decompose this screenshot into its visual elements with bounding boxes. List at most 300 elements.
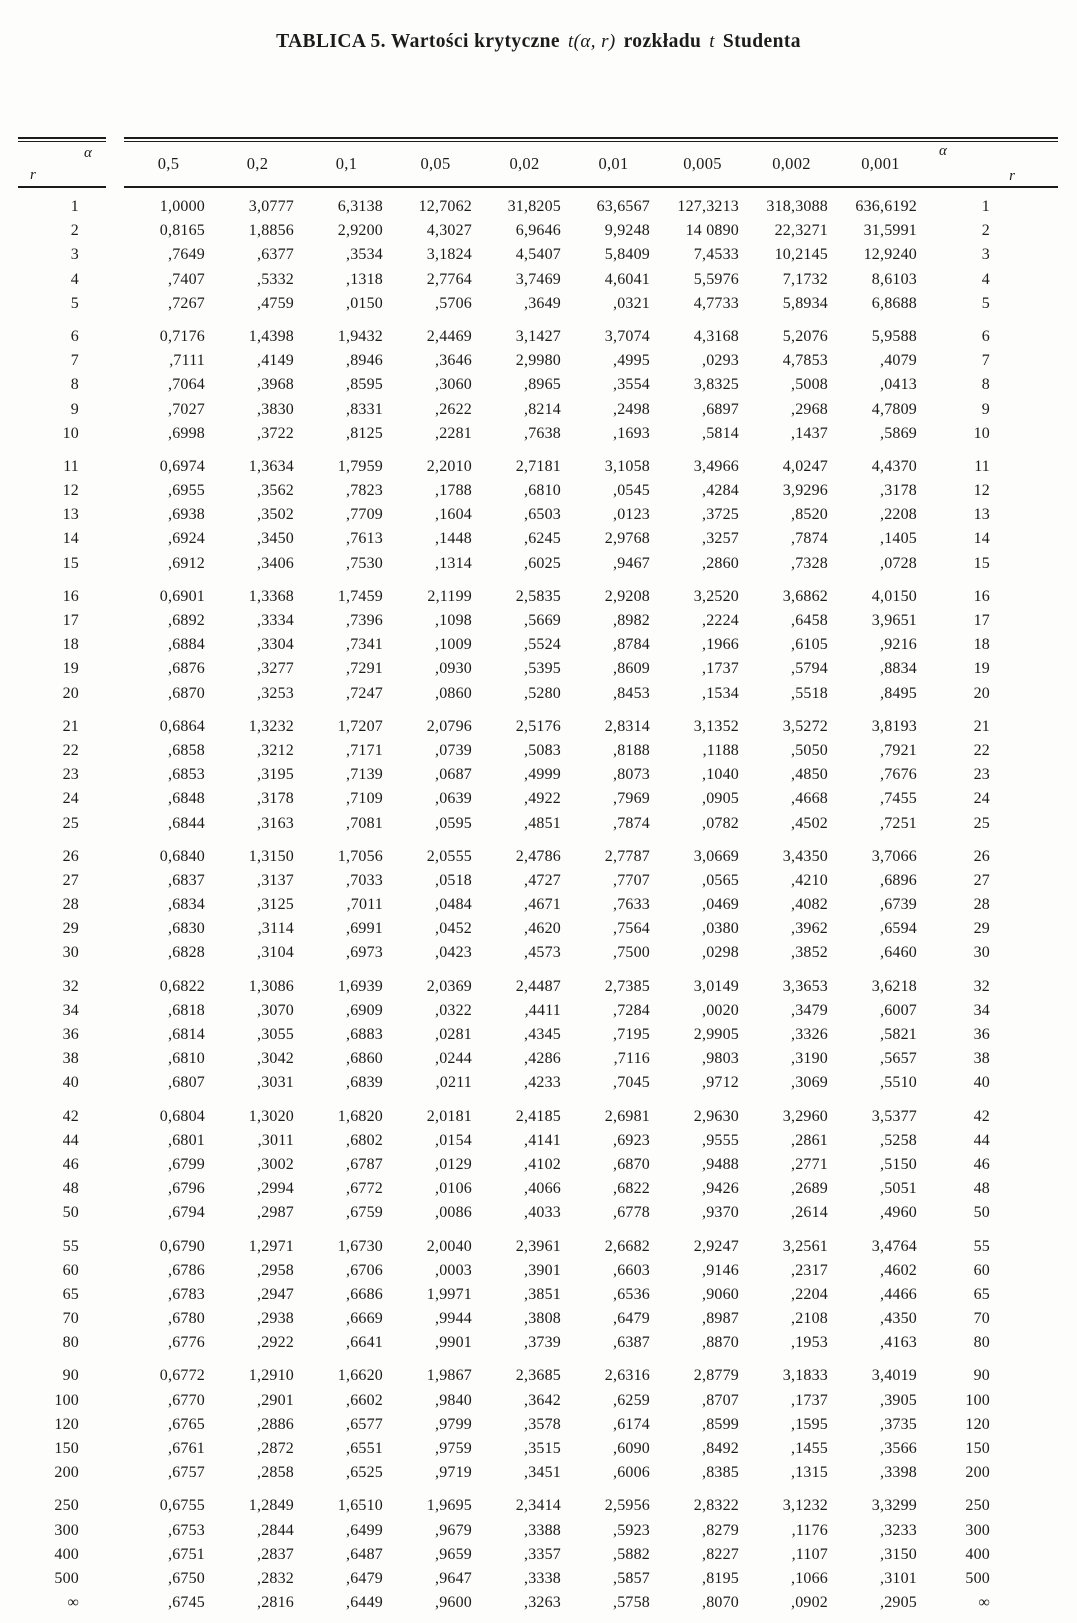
critical-value: ,6892 bbox=[168, 612, 205, 629]
critical-value: ,6834 bbox=[168, 896, 205, 914]
critical-value: 3,9296 bbox=[782, 482, 828, 500]
critical-value: 4,0150 bbox=[871, 587, 917, 605]
critical-value: ,6090 bbox=[613, 1440, 650, 1457]
r-value-right: 28 bbox=[973, 896, 990, 914]
critical-value: 2,9200 bbox=[337, 222, 383, 240]
critical-value: ,6551 bbox=[346, 1440, 383, 1457]
column-gap bbox=[106, 1129, 124, 1153]
critical-value: 1,3368 bbox=[248, 587, 294, 605]
critical-value: 4,7853 bbox=[782, 352, 828, 370]
critical-value: ,3739 bbox=[524, 1334, 561, 1352]
critical-value: ,8385 bbox=[702, 1464, 739, 1482]
column-gap bbox=[106, 1023, 124, 1047]
critical-value: ,7874 bbox=[613, 814, 650, 832]
table-row bbox=[18, 609, 1058, 633]
critical-value: ,8125 bbox=[346, 424, 383, 442]
critical-value: 2,0181 bbox=[426, 1107, 472, 1125]
r-value-right: 17 bbox=[973, 612, 990, 629]
critical-value: ,2994 bbox=[257, 1180, 294, 1198]
critical-value: ,5150 bbox=[880, 1155, 917, 1173]
critical-value: ,9555 bbox=[702, 1131, 739, 1149]
critical-value: ,6778 bbox=[613, 1204, 650, 1222]
critical-value: ,9803 bbox=[702, 1050, 739, 1068]
critical-value: ,1534 bbox=[702, 684, 739, 702]
critical-value: 2,9980 bbox=[515, 352, 561, 370]
critical-value: ,6603 bbox=[613, 1261, 650, 1279]
column-gap bbox=[106, 479, 124, 503]
critical-value: ,2208 bbox=[880, 506, 917, 524]
critical-value: ,4163 bbox=[880, 1334, 917, 1352]
critical-value: 3,1824 bbox=[426, 246, 472, 264]
critical-value: ,3125 bbox=[257, 896, 294, 914]
critical-value: ,8599 bbox=[702, 1415, 739, 1433]
critical-value: ,4922 bbox=[524, 790, 561, 808]
critical-value: ,4502 bbox=[791, 814, 828, 832]
critical-value: ,6765 bbox=[168, 1415, 205, 1433]
critical-value: ,1737 bbox=[791, 1391, 828, 1409]
critical-value: ,0293 bbox=[702, 352, 739, 370]
critical-value: ,1737 bbox=[702, 660, 739, 678]
critical-value: ,4573 bbox=[524, 944, 561, 962]
critical-value: 3,2960 bbox=[782, 1107, 828, 1125]
critical-value: ,6802 bbox=[346, 1131, 383, 1149]
critical-value: 0,6822 bbox=[159, 977, 205, 995]
r-value-left: 26 bbox=[62, 847, 79, 865]
critical-value: ,2622 bbox=[435, 400, 472, 418]
critical-value: ,2498 bbox=[613, 400, 650, 418]
critical-value: ,6460 bbox=[880, 944, 917, 962]
critical-value: ,1318 bbox=[346, 270, 383, 288]
critical-value: 3,8193 bbox=[871, 717, 917, 735]
r-value-right: 300 bbox=[965, 1521, 990, 1539]
r-value-left: 48 bbox=[62, 1180, 79, 1198]
critical-value: ,6822 bbox=[613, 1180, 650, 1198]
critical-value: ,6776 bbox=[168, 1334, 205, 1352]
critical-value: ,6884 bbox=[168, 636, 205, 654]
column-gap bbox=[106, 1177, 124, 1201]
row-group bbox=[18, 195, 1058, 316]
column-gap bbox=[106, 585, 124, 609]
critical-value: ,1040 bbox=[702, 766, 739, 784]
row-group bbox=[18, 1364, 1058, 1485]
critical-value: ,7407 bbox=[168, 270, 205, 288]
critical-value: 1,6730 bbox=[337, 1237, 383, 1255]
critical-value: ,5814 bbox=[702, 424, 739, 442]
critical-value: ,6602 bbox=[346, 1391, 383, 1409]
critical-value: 1,6939 bbox=[337, 977, 383, 995]
critical-value: ,2281 bbox=[435, 424, 472, 442]
critical-value: ,8965 bbox=[524, 376, 561, 394]
table-row bbox=[18, 292, 1058, 316]
critical-value: ,1966 bbox=[702, 636, 739, 654]
critical-value: 3,2561 bbox=[782, 1237, 828, 1255]
critical-value: 9,9248 bbox=[604, 222, 650, 240]
table-row bbox=[18, 739, 1058, 763]
column-gap bbox=[106, 1047, 124, 1071]
critical-value: ,1604 bbox=[435, 506, 472, 524]
critical-value: ,5923 bbox=[613, 1521, 650, 1539]
table-row bbox=[18, 1129, 1058, 1153]
row-group bbox=[18, 1494, 1058, 1615]
r-value-right: 6 bbox=[981, 327, 990, 345]
table-row bbox=[18, 552, 1058, 576]
table-row bbox=[18, 398, 1058, 422]
critical-value: 31,8205 bbox=[507, 198, 561, 215]
critical-value: ,7045 bbox=[613, 1074, 650, 1092]
critical-value: ,1595 bbox=[791, 1415, 828, 1433]
critical-value: ,6801 bbox=[168, 1131, 205, 1149]
critical-value: ,6794 bbox=[168, 1204, 205, 1222]
table-row bbox=[18, 1591, 1058, 1615]
critical-value: 3,7074 bbox=[604, 327, 650, 345]
r-value-left: 2 bbox=[70, 222, 79, 240]
r-value-left: 16 bbox=[62, 587, 79, 605]
critical-value: ,3962 bbox=[791, 920, 828, 938]
critical-value: ,6458 bbox=[791, 612, 828, 629]
critical-value: ,9712 bbox=[702, 1074, 739, 1092]
critical-value: ,6449 bbox=[346, 1594, 383, 1612]
critical-value: ,7251 bbox=[880, 814, 917, 832]
critical-value: ,5882 bbox=[613, 1545, 650, 1563]
critical-value: 0,6772 bbox=[159, 1367, 205, 1385]
critical-value: ,6810 bbox=[168, 1050, 205, 1068]
critical-value: ,3137 bbox=[257, 871, 294, 889]
critical-value: 2,7764 bbox=[426, 270, 472, 288]
r-value-right: 100 bbox=[965, 1391, 990, 1409]
critical-value: ,5051 bbox=[880, 1180, 917, 1198]
title-italic-t: t bbox=[709, 31, 715, 52]
table-row bbox=[18, 1307, 1058, 1331]
row-group bbox=[18, 1105, 1058, 1226]
critical-value: ,3178 bbox=[880, 482, 917, 500]
critical-value: ,6810 bbox=[524, 482, 561, 500]
critical-value: ,9600 bbox=[435, 1594, 472, 1612]
critical-value: ,6896 bbox=[880, 871, 917, 889]
critical-value: ,4602 bbox=[880, 1261, 917, 1279]
critical-value: ,2947 bbox=[257, 1285, 294, 1303]
table-row bbox=[18, 1283, 1058, 1307]
critical-value: ,6669 bbox=[346, 1310, 383, 1328]
critical-value: ,0154 bbox=[435, 1131, 472, 1149]
title-text-3: Studenta bbox=[722, 31, 801, 52]
r-value-right: 26 bbox=[973, 847, 990, 865]
r-value-left: 12 bbox=[62, 482, 79, 500]
critical-value: ,2872 bbox=[257, 1440, 294, 1457]
critical-value: 22,3271 bbox=[774, 222, 828, 240]
row-group bbox=[18, 1235, 1058, 1356]
r-value-left: 23 bbox=[62, 766, 79, 784]
table-row bbox=[18, 243, 1058, 267]
r-value-right: 24 bbox=[973, 790, 990, 808]
critical-value: 2,9247 bbox=[693, 1237, 739, 1255]
critical-value: ,1788 bbox=[435, 482, 472, 500]
critical-value: ,7284 bbox=[613, 1001, 650, 1019]
column-gap bbox=[106, 893, 124, 917]
critical-value: ,7709 bbox=[346, 506, 383, 524]
critical-value: 31,5991 bbox=[863, 222, 917, 240]
column-gap bbox=[106, 1364, 124, 1388]
r-value-right: 32 bbox=[973, 977, 990, 995]
critical-value: ,2816 bbox=[257, 1594, 294, 1612]
r-value-right: 90 bbox=[973, 1367, 990, 1385]
critical-value: ,4668 bbox=[791, 790, 828, 808]
critical-value: ,9426 bbox=[702, 1180, 739, 1198]
r-value-left: 32 bbox=[62, 977, 79, 995]
table-row bbox=[18, 325, 1058, 349]
critical-value: ,2844 bbox=[257, 1521, 294, 1539]
critical-value: ,3451 bbox=[524, 1464, 561, 1482]
critical-value: ,3257 bbox=[702, 530, 739, 548]
r-value-right: 27 bbox=[973, 871, 990, 889]
critical-value: ,3450 bbox=[257, 530, 294, 548]
critical-value: 1,2971 bbox=[248, 1237, 294, 1255]
critical-value: ,3069 bbox=[791, 1074, 828, 1092]
critical-value: ,3502 bbox=[257, 506, 294, 524]
critical-value: ,6780 bbox=[168, 1310, 205, 1328]
critical-value: 2,6316 bbox=[604, 1367, 650, 1385]
critical-value: ,5518 bbox=[791, 684, 828, 702]
critical-value: 1,2849 bbox=[248, 1497, 294, 1515]
critical-value: 3,1352 bbox=[693, 717, 739, 735]
critical-value: 3,0777 bbox=[248, 198, 294, 215]
r-value-right: 48 bbox=[973, 1180, 990, 1198]
corner-alpha-label-right: α bbox=[939, 143, 947, 159]
r-value-left: 90 bbox=[62, 1367, 79, 1385]
critical-value: ,8982 bbox=[613, 612, 650, 629]
critical-value: ,0905 bbox=[702, 790, 739, 808]
table-row bbox=[18, 527, 1058, 551]
critical-value: ,0782 bbox=[702, 814, 739, 832]
critical-value: 2,3961 bbox=[515, 1237, 561, 1255]
critical-value: ,0380 bbox=[702, 920, 739, 938]
column-header-alpha-3: 0,1 bbox=[335, 154, 358, 173]
critical-value: ,2689 bbox=[791, 1180, 828, 1198]
column-header-alpha-8: 0,002 bbox=[772, 154, 811, 173]
critical-value: ,6807 bbox=[168, 1074, 205, 1092]
critical-value: ,7638 bbox=[524, 424, 561, 442]
critical-value: ,6499 bbox=[346, 1521, 383, 1539]
critical-value: ,0413 bbox=[880, 376, 917, 394]
column-gap bbox=[106, 715, 124, 739]
table-row bbox=[18, 893, 1058, 917]
critical-value: ,7291 bbox=[346, 660, 383, 678]
r-value-left: 15 bbox=[62, 554, 79, 572]
critical-value: ,7564 bbox=[613, 920, 650, 938]
critical-value: 4,3027 bbox=[426, 222, 472, 240]
r-value-right: 120 bbox=[965, 1415, 990, 1433]
critical-value: ,7328 bbox=[791, 554, 828, 572]
critical-value: 14 0890 bbox=[685, 222, 739, 240]
critical-value: ,3101 bbox=[880, 1569, 917, 1587]
critical-value: ,0244 bbox=[435, 1050, 472, 1068]
critical-value: ,4284 bbox=[702, 482, 739, 500]
critical-value: ,1448 bbox=[435, 530, 472, 548]
critical-value: ,4995 bbox=[613, 352, 650, 370]
critical-value: ,2860 bbox=[702, 554, 739, 572]
column-header-alpha-4: 0,05 bbox=[420, 154, 451, 173]
critical-value: ,0106 bbox=[435, 1180, 472, 1198]
critical-value: ,6759 bbox=[346, 1204, 383, 1222]
column-gap bbox=[106, 268, 124, 292]
column-gap bbox=[106, 527, 124, 551]
corner-r-label-right: r bbox=[1009, 168, 1015, 184]
critical-value: ,0150 bbox=[346, 294, 383, 312]
r-value-right: 14 bbox=[973, 530, 990, 548]
critical-value: ,4620 bbox=[524, 920, 561, 938]
column-gap bbox=[106, 1235, 124, 1259]
critical-value: ,5706 bbox=[435, 294, 472, 312]
r-value-left: 55 bbox=[62, 1237, 79, 1255]
critical-value: ,9659 bbox=[435, 1545, 472, 1563]
critical-value: ,3070 bbox=[257, 1001, 294, 1019]
r-value-right: 12 bbox=[973, 482, 990, 500]
table-row bbox=[18, 1153, 1058, 1177]
critical-value: 2,8314 bbox=[604, 717, 650, 735]
critical-value: 63,6567 bbox=[596, 198, 650, 215]
critical-value: 3,6218 bbox=[871, 977, 917, 995]
critical-value: ,3851 bbox=[524, 1285, 561, 1303]
table-row bbox=[18, 812, 1058, 836]
critical-value: 2,9208 bbox=[604, 587, 650, 605]
table-row bbox=[18, 1259, 1058, 1283]
column-gap bbox=[106, 349, 124, 373]
table-row bbox=[18, 1023, 1058, 1047]
critical-value: ,6837 bbox=[168, 871, 205, 889]
critical-value: ,4033 bbox=[524, 1204, 561, 1222]
critical-value: 318,3088 bbox=[766, 198, 828, 215]
critical-value: 12,7062 bbox=[418, 198, 472, 215]
critical-value: ,0639 bbox=[435, 790, 472, 808]
critical-value: ,6796 bbox=[168, 1180, 205, 1198]
critical-value: ,4727 bbox=[524, 871, 561, 889]
critical-value: 1,9971 bbox=[426, 1285, 472, 1303]
r-value-right: 7 bbox=[981, 352, 990, 370]
critical-value: ,4350 bbox=[880, 1310, 917, 1328]
r-value-left: 100 bbox=[54, 1391, 79, 1409]
critical-value: ,6938 bbox=[168, 506, 205, 524]
critical-value: 3,1427 bbox=[515, 327, 561, 345]
critical-value: ,6377 bbox=[257, 246, 294, 264]
critical-value: 3,5272 bbox=[782, 717, 828, 735]
critical-value: ,6828 bbox=[168, 944, 205, 962]
critical-value: ,4233 bbox=[524, 1074, 561, 1092]
critical-value: 3,2520 bbox=[693, 587, 739, 605]
critical-value: ,6883 bbox=[346, 1026, 383, 1043]
critical-value: ,3304 bbox=[257, 636, 294, 654]
r-value-left: 11 bbox=[63, 457, 79, 475]
critical-value: ,0860 bbox=[435, 684, 472, 702]
critical-value: ,1314 bbox=[435, 554, 472, 572]
critical-value: ,5050 bbox=[791, 741, 828, 759]
critical-value: ,3398 bbox=[880, 1464, 917, 1482]
critical-value: ,2858 bbox=[257, 1464, 294, 1482]
critical-value: ,6783 bbox=[168, 1285, 205, 1303]
critical-value: ,3406 bbox=[257, 554, 294, 572]
r-value-left: 24 bbox=[62, 790, 79, 808]
r-value-right: 29 bbox=[973, 920, 990, 938]
r-value-left: 19 bbox=[62, 660, 79, 678]
critical-value: ,6487 bbox=[346, 1545, 383, 1563]
column-gap bbox=[106, 503, 124, 527]
column-gap bbox=[106, 195, 124, 219]
critical-value: 4,6041 bbox=[604, 270, 650, 288]
critical-value: 3,3299 bbox=[871, 1497, 917, 1515]
critical-value: 2,9630 bbox=[693, 1107, 739, 1125]
critical-value: 1,3150 bbox=[248, 847, 294, 865]
critical-value: ,6105 bbox=[791, 636, 828, 654]
critical-value: ,8834 bbox=[880, 660, 917, 678]
column-gap bbox=[106, 609, 124, 633]
critical-value: ,1953 bbox=[791, 1334, 828, 1352]
critical-value: 0,6840 bbox=[159, 847, 205, 865]
critical-value: ,4850 bbox=[791, 766, 828, 784]
critical-value: ,9840 bbox=[435, 1391, 472, 1409]
critical-value: ,6897 bbox=[702, 400, 739, 418]
table-row bbox=[18, 195, 1058, 219]
critical-value: ,3178 bbox=[257, 790, 294, 808]
critical-value: ,3515 bbox=[524, 1440, 561, 1457]
r-value-left: 120 bbox=[54, 1415, 79, 1433]
critical-value: ,6848 bbox=[168, 790, 205, 808]
critical-value: ,2108 bbox=[791, 1310, 828, 1328]
critical-value: ,9901 bbox=[435, 1334, 472, 1352]
r-value-left: 28 bbox=[62, 896, 79, 914]
critical-value: 3,1833 bbox=[782, 1367, 828, 1385]
r-value-right: 23 bbox=[973, 766, 990, 784]
critical-value: 1,9432 bbox=[337, 327, 383, 345]
critical-value: ,6853 bbox=[168, 766, 205, 784]
critical-value: ,3190 bbox=[791, 1050, 828, 1068]
critical-value: ,7613 bbox=[346, 530, 383, 548]
table-header bbox=[18, 137, 1058, 188]
critical-value: ,7676 bbox=[880, 766, 917, 784]
column-gap bbox=[106, 1201, 124, 1225]
critical-value: 8,6103 bbox=[871, 270, 917, 288]
critical-value: ,9679 bbox=[435, 1521, 472, 1539]
critical-value: 2,6981 bbox=[604, 1107, 650, 1125]
column-gap bbox=[106, 1153, 124, 1177]
r-value-left: 38 bbox=[62, 1050, 79, 1068]
critical-value: ,3649 bbox=[524, 294, 561, 312]
column-header-alpha-6: 0,01 bbox=[598, 154, 629, 173]
critical-value: ,0902 bbox=[791, 1594, 828, 1612]
critical-value: ,6818 bbox=[168, 1001, 205, 1019]
r-value-left: 13 bbox=[62, 506, 79, 524]
critical-value: ,4210 bbox=[791, 871, 828, 889]
critical-value: ,6761 bbox=[168, 1440, 205, 1457]
critical-value: ,0020 bbox=[702, 1001, 739, 1019]
critical-value: ,5794 bbox=[791, 660, 828, 678]
column-gap bbox=[106, 845, 124, 869]
critical-value: 2,7385 bbox=[604, 977, 650, 995]
critical-value: ,9060 bbox=[702, 1285, 739, 1303]
critical-value: ,6799 bbox=[168, 1155, 205, 1173]
critical-value: ,4141 bbox=[524, 1131, 561, 1149]
critical-value: ,0484 bbox=[435, 896, 472, 914]
critical-value: 1,6820 bbox=[337, 1107, 383, 1125]
r-value-left: 3 bbox=[70, 246, 79, 264]
critical-value: 3,6862 bbox=[782, 587, 828, 605]
critical-value: ,6991 bbox=[346, 920, 383, 938]
critical-value: ,5657 bbox=[880, 1050, 917, 1068]
critical-value: ,1107 bbox=[791, 1545, 828, 1563]
critical-value: 2,3414 bbox=[515, 1497, 561, 1515]
critical-value: ,9944 bbox=[435, 1310, 472, 1328]
table-row bbox=[18, 1105, 1058, 1129]
r-value-right: 4 bbox=[981, 270, 990, 288]
critical-value: ,6706 bbox=[346, 1261, 383, 1279]
table-row bbox=[18, 1437, 1058, 1461]
